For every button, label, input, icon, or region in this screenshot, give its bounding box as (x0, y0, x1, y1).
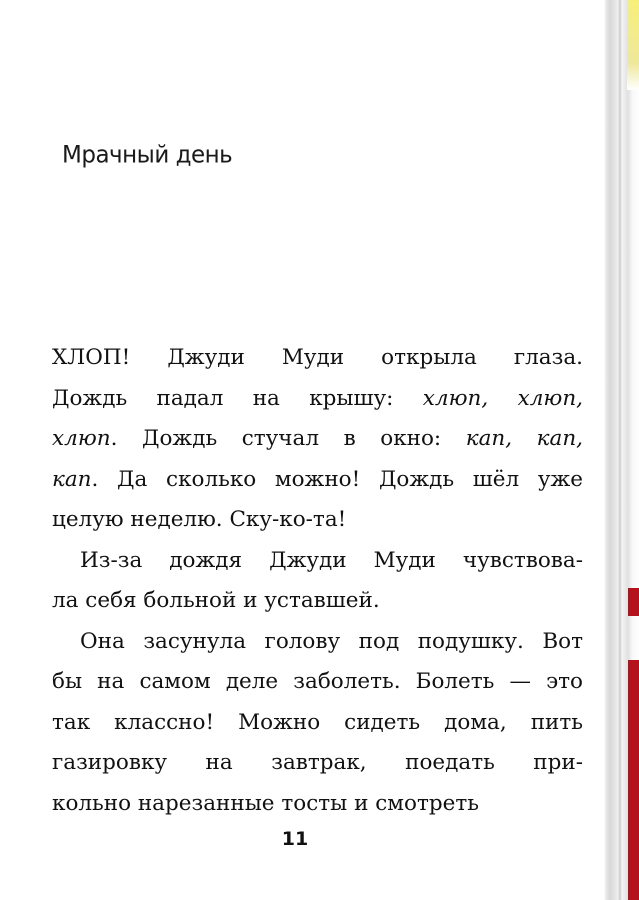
text-line (52, 338, 583, 379)
red-tab (628, 588, 639, 616)
italic-text: кап, кап, (465, 426, 584, 451)
italic-text: кап (52, 466, 92, 492)
text-line (52, 784, 583, 825)
text-line (52, 500, 583, 541)
text-line (52, 460, 583, 501)
text-segment: ХЛОП! Джуди Муди открыла глаза. (52, 345, 583, 370)
text-line (52, 379, 583, 420)
text-segment: Из-за дождя Джуди Муди чувствова- (80, 547, 583, 573)
italic-text: хлюп (52, 426, 111, 451)
body-text (52, 338, 583, 824)
text-line (52, 662, 583, 703)
text-segment: Она засунула голову под подушку. Вот (80, 628, 583, 654)
italic-text: хлюп, хлюп, (422, 385, 584, 411)
text-segment: ла себя больной и уставшей. (52, 588, 380, 613)
text-segment: бы на самом деле заболеть. Болеть — это (52, 669, 583, 694)
text-line (52, 703, 583, 744)
text-segment: так классно! Можно сидеть дома, пить (52, 709, 583, 735)
text-line (52, 743, 583, 784)
text-line (52, 622, 583, 663)
text-segment: газировку на завтрак, поедать при- (52, 750, 583, 775)
text-line (52, 541, 583, 582)
chapter-title: Мрачный день (62, 141, 233, 169)
text-segment: Дождь падал на крышу: (52, 385, 423, 411)
text-segment: кольно нарезанные тосты и смотреть (52, 790, 479, 816)
text-line (52, 419, 583, 460)
yellow-tab (627, 0, 639, 90)
text-segment: целую неделю. Ску-ко-та! (52, 507, 347, 532)
text-line (52, 581, 583, 622)
text-segment: . Да сколько можно! Дождь шёл уже (91, 466, 583, 492)
red-tab (628, 660, 639, 900)
text-segment: . Дождь стучал в окно: (110, 426, 466, 451)
page-number: 11 (281, 828, 309, 850)
